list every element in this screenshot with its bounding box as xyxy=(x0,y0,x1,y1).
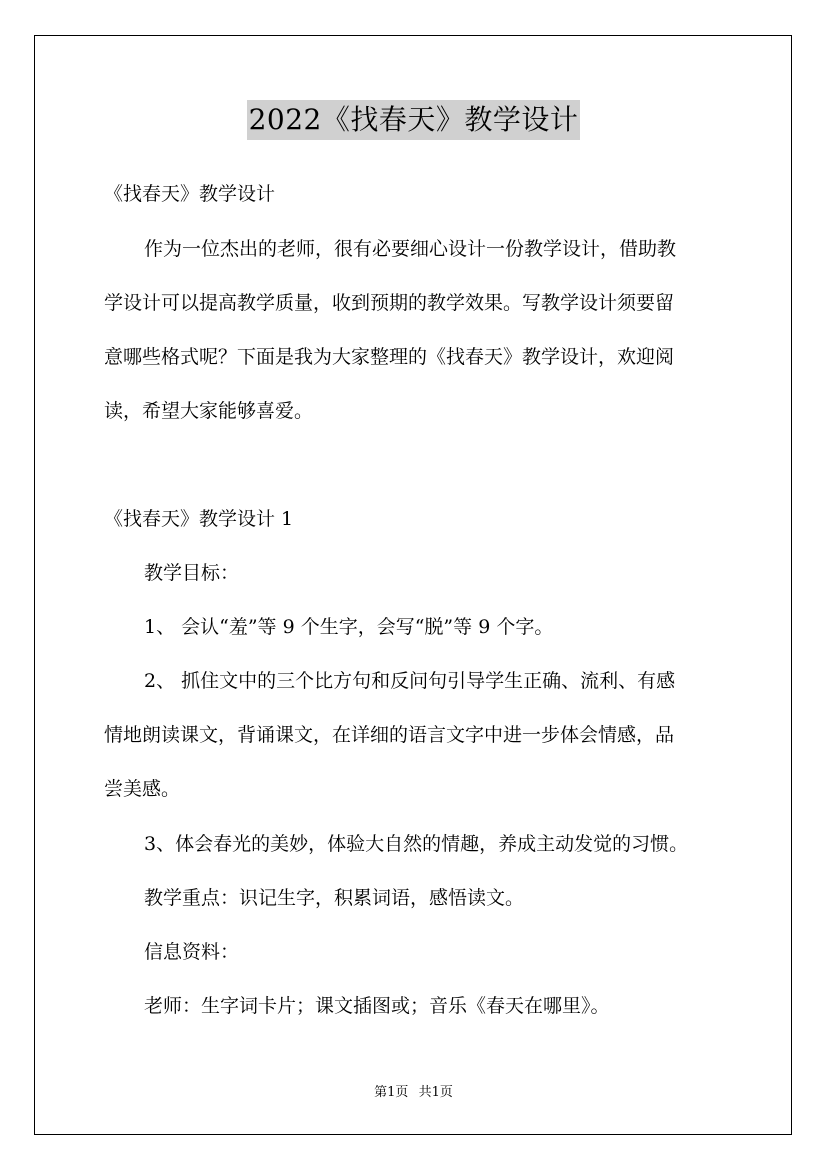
section-heading: 《找春天》教学设计 xyxy=(104,183,276,205)
paragraph-line: 教学目标： xyxy=(144,562,240,584)
paragraph-line: 读，希望大家能够喜爱。 xyxy=(104,400,314,422)
page-total: 共1页 xyxy=(418,1085,453,1100)
section-heading: 《找春天》教学设计 1 xyxy=(104,508,294,530)
paragraph-line: 学设计可以提高教学质量，收到预期的教学效果。写教学设计须要留 xyxy=(104,292,675,314)
paragraph-line: 1、 会认“羞”等 9 个生字，会写“脱”等 9 个字。 xyxy=(144,616,554,638)
paragraph-line: 2、 抓住文中的三个比方句和反问句引导学生正确、流利、有感 xyxy=(144,670,676,692)
paragraph-line: 意哪些格式呢？下面是我为大家整理的《找春天》教学设计，欢迎阅 xyxy=(104,346,675,368)
paragraph-line: 教学重点：识记生字，积累词语，感悟读文。 xyxy=(144,887,525,909)
title-container xyxy=(0,100,827,140)
page-footer xyxy=(0,1084,827,1102)
paragraph-line: 作为一位杰出的老师，很有必要细心设计一份教学设计，借助教 xyxy=(144,238,677,260)
paragraph-line: 3、体会春光的美妙，体验大自然的情趣，养成主动发觉的习惯。 xyxy=(144,833,689,855)
paragraph-line: 老师：生字词卡片；课文插图或；音乐《春天在哪里》。 xyxy=(144,995,610,1017)
paragraph-line: 尝美感。 xyxy=(104,778,181,800)
document-title: 2022《找春天》教学设计 xyxy=(247,100,581,140)
page-number: 第1页 xyxy=(374,1085,409,1100)
paragraph-line: 信息资料： xyxy=(144,941,240,963)
paragraph-line: 情地朗读课文，背诵课文，在详细的语言文字中进一步体会情感，品 xyxy=(104,724,675,746)
